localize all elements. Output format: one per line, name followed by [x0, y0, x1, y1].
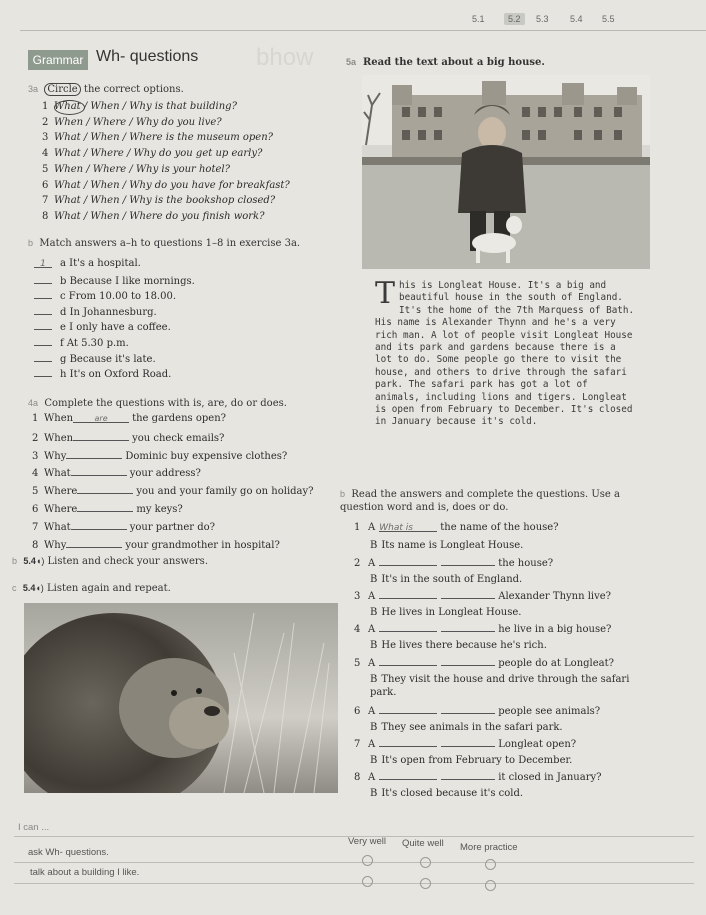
question-5b-3	[354, 589, 611, 602]
b-label: B	[370, 640, 378, 651]
question-5b-7	[354, 737, 576, 750]
answer-text: He lives in Longleat House.	[381, 607, 522, 618]
question-5b-6	[354, 704, 600, 717]
background-watermark: bhow	[256, 44, 314, 71]
grammar-badge: Grammar	[28, 50, 88, 70]
question-word: Where	[44, 486, 78, 498]
item-number: 3	[32, 450, 39, 462]
answer-text: h It's on Oxford Road.	[60, 369, 172, 381]
answer-3b-3	[34, 305, 157, 318]
fill-blank-2[interactable]	[441, 556, 495, 566]
item-number: 6	[32, 504, 39, 515]
question-3a-2	[42, 117, 222, 128]
question-text: What / When / Why is the bookshop closed?	[54, 195, 276, 207]
fill-blank[interactable]	[73, 413, 129, 423]
ican-bottom-divider	[14, 883, 694, 884]
fill-blank-2[interactable]	[441, 589, 495, 599]
answer-text: They visit the house and drive through the safari park.	[370, 674, 630, 698]
answer-5b-3	[370, 606, 630, 619]
item-number: 4	[32, 468, 39, 480]
answer-blank[interactable]	[34, 258, 52, 268]
question-rest: the gardens open?	[132, 413, 226, 424]
answer-5b-1	[370, 539, 630, 552]
question-4a-7	[32, 520, 215, 533]
col-more-practice: More practice	[460, 842, 518, 853]
question-4a-8	[32, 538, 280, 551]
answer-blank[interactable]	[34, 320, 52, 330]
question-rest: people do at Longleat?	[498, 658, 614, 669]
question-text: When / Where / Why is your hotel?	[54, 163, 230, 175]
question-rest: your grandmother in hospital?	[125, 539, 280, 551]
answer-3b-1	[34, 274, 195, 287]
question-3a-8	[42, 211, 264, 222]
lion-photo	[24, 603, 338, 793]
answer-text: It's in the south of England.	[381, 574, 523, 585]
question-word: Why	[44, 450, 67, 462]
ican-row-1: ask Wh- questions.	[28, 847, 109, 858]
answer-text: Its name is Longleat House.	[381, 540, 524, 551]
handwritten-answer: are	[94, 414, 108, 423]
answer-text: e I only have a coffee.	[60, 322, 171, 334]
fill-blank-2[interactable]	[441, 704, 495, 714]
question-word: What	[44, 521, 71, 533]
fill-blank-1[interactable]	[379, 556, 437, 566]
item-number: 1	[32, 413, 39, 424]
a-label: A	[368, 658, 376, 669]
fill-blank[interactable]	[71, 466, 127, 476]
item-number: 3	[42, 132, 49, 144]
question-text: What / When / Where do you finish work?	[54, 210, 265, 222]
page-tab-5.2[interactable]: 5.2	[504, 13, 525, 25]
b-label: B	[370, 607, 378, 618]
item-number: 8	[354, 772, 361, 783]
rating-very-well-2[interactable]	[362, 876, 373, 887]
question-5b-1	[354, 522, 559, 533]
a-label: A	[368, 522, 376, 533]
a-label: A	[368, 739, 376, 750]
question-word: What	[44, 468, 71, 480]
question-rest: the name of the house?	[440, 522, 559, 533]
answer-text: It's open from February to December.	[381, 755, 573, 766]
item-number: 7	[354, 739, 361, 750]
question-4a-6	[32, 502, 183, 515]
answer-3b-4	[34, 320, 171, 333]
question-rest: your address?	[129, 468, 201, 480]
b-label: B	[370, 722, 378, 733]
drop-cap: T	[375, 276, 396, 311]
answer-text: c From 10.00 to 18.00.	[60, 291, 177, 303]
fill-blank-2[interactable]	[441, 737, 495, 747]
page-tab-5.1[interactable]: 5.1	[472, 14, 485, 24]
item-number: 1	[354, 522, 361, 533]
question-text: What / When / Why is that building?	[54, 101, 237, 112]
question-text: What / Where / Why do you get up early?	[54, 148, 263, 160]
answer-5b-8	[370, 787, 630, 800]
audio-icon: ◖)	[35, 583, 44, 593]
answer-blank[interactable]	[34, 274, 52, 284]
rating-more-practice-1[interactable]	[485, 859, 496, 870]
item-number: 8	[32, 539, 39, 551]
answer-5b-5	[370, 673, 630, 699]
item-number: 2	[42, 116, 49, 128]
b-label: B	[370, 540, 378, 551]
answer-text: It's closed because it's cold.	[381, 788, 524, 799]
item-number: 8	[42, 210, 49, 222]
question-4a-4	[32, 466, 201, 479]
question-text: What / When / Why do you have for breakfast?	[54, 179, 290, 191]
b-label: B	[370, 674, 378, 685]
answer-text: a It's a hospital.	[60, 258, 141, 269]
item-number: 5	[42, 163, 49, 175]
question-rest: Longleat open?	[498, 739, 577, 750]
answer-circle	[54, 100, 85, 115]
b-label: B	[370, 574, 378, 585]
fill-blank-1[interactable]	[379, 522, 437, 532]
question-5b-2	[354, 556, 553, 569]
a-label: A	[368, 624, 376, 635]
question-rest: the house?	[498, 558, 554, 569]
exercise-4b: b 5.4◖) Listen and check your answers.	[12, 556, 208, 567]
answer-3b-2	[34, 289, 176, 302]
exercise-3a-heading: 3a Circle the correct options.	[28, 84, 184, 95]
page-title: Wh- questions	[96, 48, 199, 65]
fill-blank-1[interactable]	[379, 622, 437, 632]
question-rest: you check emails?	[132, 432, 225, 444]
answer-blank[interactable]	[34, 336, 52, 346]
question-rest: you and your family go on holiday?	[136, 486, 314, 498]
top-rule	[20, 30, 706, 31]
question-word: Why	[44, 539, 67, 551]
answer-blank[interactable]	[34, 367, 52, 377]
answer-5b-6	[370, 721, 630, 734]
item-number: 7	[32, 521, 39, 533]
rating-quite-well-1[interactable]	[420, 857, 431, 868]
question-rest: my keys?	[136, 504, 183, 515]
audio-icon: ◖)	[35, 556, 45, 566]
fill-blank-2[interactable]	[441, 656, 495, 666]
question-rest: he live in a big house?	[498, 624, 612, 635]
question-word: When	[44, 432, 74, 444]
answer-text: b Because I like mornings.	[60, 275, 195, 287]
question-5b-4	[354, 622, 611, 635]
col-very-well: Very well	[348, 836, 387, 847]
question-4a-3	[32, 449, 287, 462]
item-number: 5	[32, 486, 39, 498]
fill-blank[interactable]	[73, 431, 129, 441]
answer-5b-2	[370, 573, 630, 586]
circle-word: Circle	[44, 83, 80, 96]
question-3a-7	[42, 195, 275, 206]
handwritten-answer: 1	[40, 259, 46, 269]
a-label: A	[368, 558, 376, 569]
exercise-5a-heading: 5a Read the text about a big house.	[346, 57, 545, 68]
col-quite-well: Quite well	[402, 838, 444, 849]
answer-3b-6	[34, 352, 156, 365]
ican-row-2: talk about a building I like.	[30, 867, 140, 878]
question-word: Where	[44, 504, 78, 515]
answer-blank[interactable]	[34, 305, 52, 315]
question-5b-5	[354, 656, 614, 669]
item-number: 3	[354, 591, 361, 602]
fill-blank[interactable]	[66, 449, 122, 459]
a-label: A	[368, 772, 376, 783]
answer-text: He lives there because he's rich.	[381, 640, 547, 651]
fill-blank-1[interactable]	[379, 589, 437, 599]
answer-5b-7	[370, 754, 630, 767]
ican-row-divider	[14, 862, 694, 863]
answer-blank[interactable]	[34, 289, 52, 299]
a-label: A	[368, 591, 376, 602]
b-label: B	[370, 755, 378, 766]
page-tab-5.4[interactable]: 5.4	[570, 14, 583, 24]
question-rest: your partner do?	[129, 521, 216, 533]
b-label: B	[370, 788, 378, 799]
item-number: 6	[42, 179, 49, 191]
item-number: 4	[354, 624, 361, 635]
question-4a-1	[32, 413, 226, 424]
answer-blank[interactable]	[34, 352, 52, 362]
reading-text: This is Longleat House. It's a big and beautiful house in the south of England. It's the home of the 7th Marquess of Bath. His name is Alexander Thynn and he's a very rich man. A lot of people visit Longleat House and its park and gardens because there is a lot to do. Some people go there to visit the house, and others to drive through the safari park. The safari park has got a lot of animals, including lions and tigers. Longleat is open from February to December. It's closed in January because it's cold.	[375, 276, 635, 428]
rating-quite-well-2[interactable]	[420, 878, 431, 889]
item-number: 1	[42, 101, 49, 112]
question-3a-3	[42, 132, 273, 143]
fill-blank-1[interactable]	[379, 737, 437, 747]
item-number: 5	[354, 658, 361, 669]
exercise-4a-heading: 4a Complete the questions with is, are, do or does.	[28, 398, 287, 409]
question-4a-2	[32, 431, 224, 444]
fill-blank-1[interactable]	[379, 704, 437, 714]
question-text: When / Where / Why do you live?	[54, 116, 222, 128]
answer-text: d In Johannesburg.	[60, 306, 157, 318]
fill-blank[interactable]	[66, 538, 122, 548]
item-number: 2	[354, 558, 361, 569]
question-3a-5	[42, 164, 230, 175]
question-word: When	[44, 413, 74, 424]
question-rest: people see animals?	[498, 706, 601, 717]
answer-text: g Because it's late.	[60, 353, 156, 365]
question-3a-4	[42, 148, 262, 159]
answer-3b-7	[34, 367, 171, 380]
handwritten-answer: What is	[379, 523, 413, 533]
fill-blank-1[interactable]	[379, 656, 437, 666]
ican-label: I can ...	[18, 822, 50, 833]
question-5b-8	[354, 770, 602, 783]
question-text: What / When / Where is the museum open?	[54, 132, 274, 144]
longleat-house-photo	[362, 75, 650, 269]
fill-blank[interactable]	[77, 484, 133, 494]
rating-very-well-1[interactable]	[362, 855, 373, 866]
fill-blank-1[interactable]	[379, 770, 437, 780]
page-tab-5.5[interactable]: 5.5	[602, 14, 615, 24]
item-number: 7	[42, 195, 49, 207]
answer-3b-0	[34, 258, 141, 269]
exercise-4c: c 5.4◖) Listen again and repeat.	[12, 583, 171, 594]
question-rest: Alexander Thynn live?	[498, 591, 612, 602]
exercise-3b-heading: b Match answers a–h to questions 1–8 in exercise 3a.	[28, 238, 301, 249]
rating-more-practice-2[interactable]	[485, 880, 496, 891]
answer-3b-5	[34, 336, 129, 349]
question-3a-6	[42, 180, 290, 191]
answer-5b-4	[370, 639, 630, 652]
exercise-5b-heading: b Read the answers and complete the questions. Use a question word and is, does or do.	[340, 489, 620, 513]
page-tab-5.3[interactable]: 5.3	[536, 14, 549, 24]
fill-blank[interactable]	[71, 520, 127, 530]
answer-text: f At 5.30 p.m.	[60, 338, 129, 349]
answer-text: They see animals in the safari park.	[381, 722, 563, 733]
fill-blank-2[interactable]	[441, 622, 495, 632]
question-4a-5	[32, 484, 314, 497]
question-rest: it closed in January?	[498, 772, 602, 783]
item-number: 4	[42, 148, 49, 160]
fill-blank[interactable]	[77, 502, 133, 512]
item-number: 2	[32, 432, 39, 444]
item-number: 6	[354, 706, 361, 717]
fill-blank-2[interactable]	[441, 770, 495, 780]
a-label: A	[368, 706, 376, 717]
question-rest: Dominic buy expensive clothes?	[125, 450, 288, 462]
